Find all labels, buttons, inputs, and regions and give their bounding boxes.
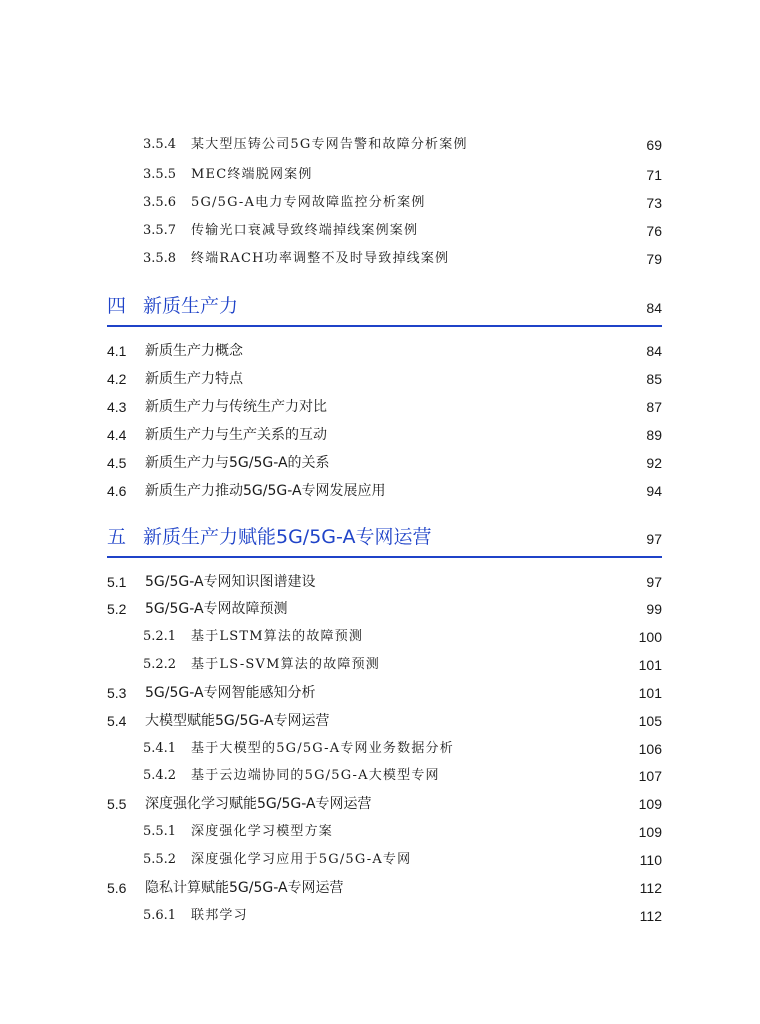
entry-number: 5.1 [107, 574, 127, 590]
entry-number: 5.2.2 [143, 657, 177, 672]
toc-entry[interactable] [0, 820, 760, 844]
entry-number: 3.5.5 [143, 167, 177, 182]
entry-number: 5.6 [107, 880, 127, 896]
toc-entry[interactable] [0, 367, 760, 391]
entry-number: 5.4 [107, 713, 127, 729]
chapter-divider [107, 556, 662, 558]
entry-title: 新质生产力特点 [145, 371, 243, 387]
toc-entry[interactable] [0, 479, 760, 503]
entry-number: 5.5.2 [143, 852, 177, 867]
entry-page: 73 [646, 195, 662, 211]
entry-title: 深度强化学习赋能5G/5G-A专网运营 [145, 796, 372, 812]
entry-number: 3.5.4 [143, 137, 177, 152]
entry-number: 5.5.1 [143, 824, 177, 839]
entry-title: 基于LSTM算法的故障预测 [191, 629, 364, 644]
entry-title: 新质生产力概念 [145, 343, 243, 359]
entry-page: 101 [638, 685, 662, 701]
entry-number: 5.3 [107, 685, 127, 701]
entry-number: 4.4 [107, 427, 127, 443]
entry-title: 深度强化学习应用于5G/5G-A专网 [191, 852, 412, 867]
chapter-number: 五 [107, 526, 127, 548]
toc-entry[interactable] [0, 191, 760, 215]
entry-title: 新质生产力与传统生产力对比 [145, 399, 327, 415]
entry-page: 84 [646, 343, 662, 359]
entry-number: 4.3 [107, 399, 127, 415]
toc-entry[interactable] [0, 737, 760, 761]
entry-title: MEC终端脱网案例 [191, 167, 313, 182]
chapter-divider [107, 325, 662, 327]
entry-number: 3.5.8 [143, 251, 177, 266]
entry-title: 5G/5G-A电力专网故障监控分析案例 [191, 195, 426, 210]
entry-page: 112 [639, 908, 662, 924]
entry-title: 基于云边端协同的5G/5G-A大模型专网 [191, 768, 440, 783]
entry-title: 5G/5G-A专网知识图谱建设 [145, 574, 316, 590]
toc-entry[interactable] [0, 625, 760, 649]
toc-entry[interactable] [0, 904, 760, 928]
entry-number: 3.5.7 [143, 223, 177, 238]
entry-page: 94 [646, 483, 662, 499]
entry-page: 107 [638, 768, 662, 784]
entry-page: 92 [646, 455, 662, 471]
entry-number: 4.2 [107, 371, 127, 387]
toc-entry[interactable] [0, 247, 760, 271]
toc-entry[interactable] [0, 709, 760, 733]
toc-entry[interactable] [0, 792, 760, 816]
entry-number: 5.5 [107, 796, 127, 812]
entry-title: 深度强化学习模型方案 [191, 824, 334, 839]
entry-number: 3.5.6 [143, 195, 177, 210]
toc-entry[interactable] [0, 451, 760, 475]
entry-page: 97 [646, 574, 662, 590]
entry-page: 106 [638, 741, 662, 757]
toc-entry[interactable] [0, 653, 760, 677]
toc-entry[interactable] [0, 764, 760, 788]
entry-title: 新质生产力推动5G/5G-A专网发展应用 [145, 483, 386, 499]
toc-entry[interactable] [0, 681, 760, 705]
toc-entry[interactable] [0, 876, 760, 900]
entry-page: 99 [646, 601, 662, 617]
chapter-page: 84 [646, 300, 662, 316]
entry-page: 69 [646, 137, 662, 153]
entry-number: 5.4.2 [143, 768, 177, 783]
entry-number: 4.5 [107, 455, 127, 471]
toc-entry[interactable] [0, 133, 760, 157]
entry-title: 传输光口衰减导致终端掉线案例案例 [191, 223, 419, 238]
entry-page: 101 [638, 657, 662, 673]
entry-number: 5.2 [107, 601, 127, 617]
chapter-page: 97 [646, 531, 662, 547]
entry-title: 新质生产力与5G/5G-A的关系 [145, 455, 330, 471]
entry-title: 隐私计算赋能5G/5G-A专网运营 [145, 880, 344, 896]
toc-entry[interactable] [0, 219, 760, 243]
entry-title: 某大型压铸公司5G专网告警和故障分析案例 [191, 137, 468, 152]
chapter-number: 四 [107, 295, 127, 317]
entry-title: 基于LS-SVM算法的故障预测 [191, 657, 381, 672]
entry-page: 89 [646, 427, 662, 443]
toc-entry[interactable] [0, 423, 760, 447]
entry-title: 终端RACH功率调整不及时导致掉线案例 [191, 251, 450, 266]
entry-title: 基于大模型的5G/5G-A专网业务数据分析 [191, 741, 454, 756]
entry-page: 109 [638, 796, 662, 812]
toc-entry[interactable] [0, 848, 760, 872]
entry-page: 105 [638, 713, 662, 729]
entry-page: 76 [646, 223, 662, 239]
entry-page: 112 [639, 880, 662, 896]
entry-title: 联邦学习 [191, 908, 248, 923]
chapter-heading-5[interactable] [0, 522, 760, 556]
chapter-title: 新质生产力赋能5G/5G-A专网运营 [143, 526, 432, 548]
entry-page: 87 [646, 399, 662, 415]
entry-number: 4.6 [107, 483, 127, 499]
entry-page: 100 [638, 629, 662, 645]
entry-number: 5.4.1 [143, 741, 177, 756]
entry-page: 85 [646, 371, 662, 387]
chapter-title: 新质生产力 [143, 295, 239, 317]
toc-entry[interactable] [0, 570, 760, 594]
toc-entry[interactable] [0, 339, 760, 363]
entry-number: 5.6.1 [143, 908, 177, 923]
chapter-heading-4[interactable] [0, 291, 760, 325]
entry-number: 5.2.1 [143, 629, 177, 644]
entry-page: 71 [646, 167, 662, 183]
entry-number: 4.1 [107, 343, 127, 359]
entry-title: 新质生产力与生产关系的互动 [145, 427, 327, 443]
toc-entry[interactable] [0, 597, 760, 621]
entry-title: 5G/5G-A专网智能感知分析 [145, 685, 316, 701]
toc-entry[interactable] [0, 395, 760, 419]
entry-page: 79 [646, 251, 662, 267]
entry-title: 大模型赋能5G/5G-A专网运营 [145, 713, 330, 729]
toc-entry[interactable] [0, 163, 760, 187]
entry-page: 109 [638, 824, 662, 840]
entry-title: 5G/5G-A专网故障预测 [145, 601, 288, 617]
entry-page: 110 [639, 852, 662, 868]
